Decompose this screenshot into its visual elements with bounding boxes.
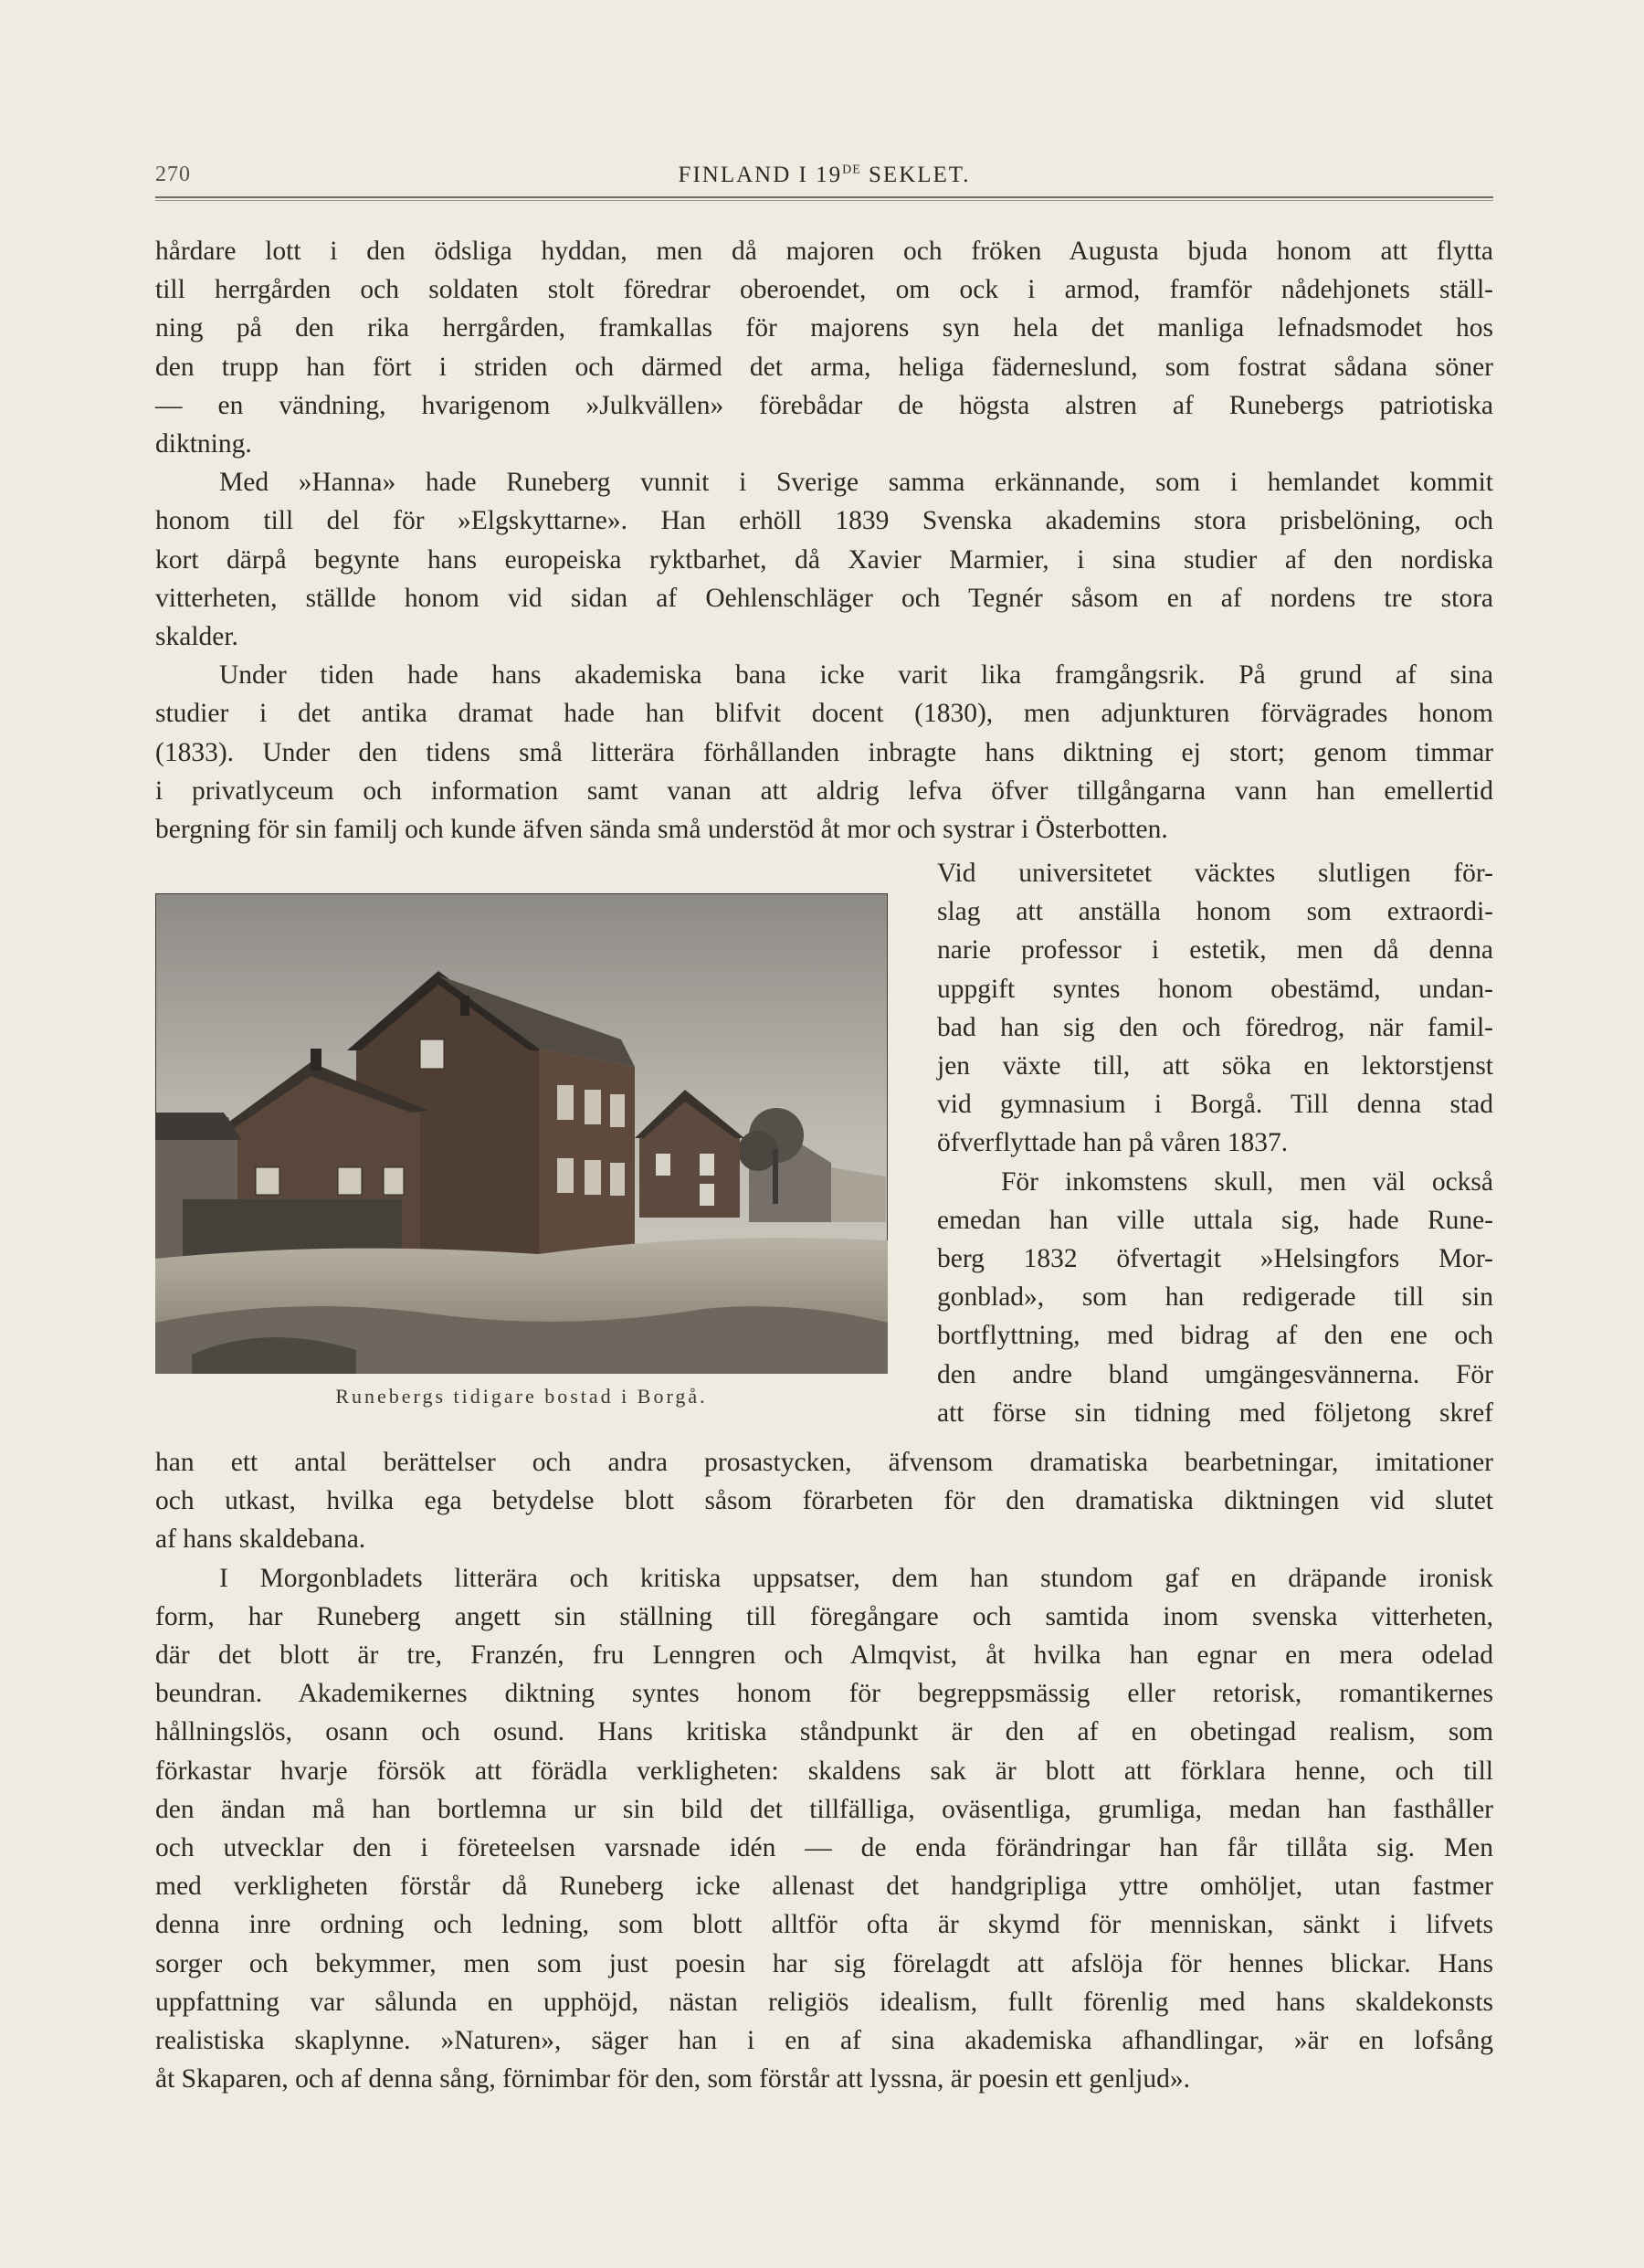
- text-line: förkastar hvarje försök att förädla verkligheten: skaldens sak är blott att förklara henne, och till: [155, 1756, 1493, 1786]
- text-line: öfverflyttade han på våren 1837.: [937, 1128, 1289, 1158]
- text-line: berg 1832 öfvertagit »Helsingfors Mor-: [937, 1244, 1493, 1273]
- text-line: jen växte till, att söka en lektorstjenst: [937, 1051, 1493, 1081]
- text-line: studier i det antika dramat hade han blifvit docent (1830), men adjunkturen förvägrades honom: [155, 699, 1493, 729]
- text-line: bortflyttning, med bidrag af den ene och: [937, 1321, 1493, 1351]
- text-line: bergning för sin familj och kunde äfven sända små understöd åt mor och systrar i Österbotten.: [155, 815, 1168, 844]
- text-line: realistiska skaplynne. »Naturen», säger han i en af sina akademiska afhandlingar, »är en lofsång: [155, 2026, 1493, 2055]
- text-line: gonblad», som han redigerade till sin: [937, 1282, 1493, 1313]
- text-line: till herrgården och soldaten stolt föredrar oberoendet, om ock i armod, framför nådehjonets ställ-: [155, 275, 1493, 305]
- text-line: sorger och bekymmer, men som just poesin har sig förelagdt att afslöja för hennes blickar. Hans: [155, 1948, 1493, 1978]
- text-line: där det blott är tre, Franzén, fru Lenngren och Almqvist, åt hvilka han egnar en mera odelad: [155, 1640, 1493, 1670]
- text-line: af hans skaldebana.: [155, 1524, 366, 1555]
- text-line: vid gymnasium i Borgå. Till denna stad: [937, 1090, 1493, 1120]
- text-line: ning på den rika herrgården, framkallas för majorens syn hela det manliga lefnadsmodet hos: [155, 313, 1493, 343]
- text-line: narie professor i estetik, men då denna: [937, 935, 1493, 965]
- text-line: form, har Runeberg angett sin ställning till föregångare och samtida inom svenska vitterheten,: [155, 1601, 1493, 1631]
- text-line: kort därpå begynte hans europeiska ryktbarhet, då Xavier Marmier, i sina studier af den nordiska: [155, 544, 1493, 575]
- text-line: denna inre ordning och ledning, som blott alltför ofta är skymd för menniskan, sänkt i lifvets: [155, 1910, 1493, 1940]
- running-title: [155, 163, 1493, 188]
- text-line: vitterheten, ställde honom vid sidan af Oehlenschläger och Tegnér såsom en af nordens tre stora: [155, 583, 1493, 613]
- text-line: den trupp han fört i striden och därmed det arma, heliga fäderneslund, som fostrat sådana söner: [155, 352, 1493, 382]
- text-line: emedan han ville uttala sig, hade Rune-: [937, 1205, 1493, 1235]
- running-title-text: FINLAND I 19: [678, 163, 843, 187]
- text-line: med verkligheten förstår då Runeberg icke allenast det handgripliga yttre omhöljet, utan fastmer: [155, 1872, 1493, 1902]
- header-rule: [155, 196, 1493, 201]
- illustration: [155, 893, 888, 1374]
- text-line: och utkast, hvilka ega betydelse blott såsom förarbeten för den dramatiska diktningen vid slutet: [155, 1486, 1493, 1516]
- text-line: (1833). Under den tidens små litterära förhållanden inbragte hans diktning ej stort; genom timmar: [155, 737, 1493, 767]
- text-line: I Morgonbladets litterära och kritiska uppsatser, dem han stundom gaf en dräpande ironisk: [219, 1563, 1493, 1593]
- running-title-sup: DE: [842, 163, 861, 177]
- text-line: Under tiden hade hans akademiska bana icke varit lika framgångsrik. På grund af sina: [219, 660, 1493, 691]
- page-header: [155, 163, 1493, 199]
- text-line: skalder.: [155, 622, 238, 651]
- text-line: beundran. Akademikernes diktning syntes honom för begreppsmässig eller retorisk, romantikernes: [155, 1679, 1493, 1709]
- text-line: För inkomstens skull, men väl också: [1001, 1166, 1493, 1197]
- text-line: uppfattning var sålunda en upphöjd, nästan religiös idealism, fullt förenlig med hans skaldekonsts: [155, 1987, 1493, 2017]
- text-line: den ändan må han bortlemna ur sin bild det tillfälliga, oväsentliga, grumliga, medan han fasthåller: [155, 1794, 1493, 1824]
- text-line: diktning.: [155, 429, 252, 459]
- text-line: bad han sig den och föredrog, när famil-: [937, 1012, 1493, 1042]
- text-line: att förse sin tidning med följetong skref: [937, 1398, 1493, 1428]
- text-line: slag att anställa honom som extraordi-: [937, 897, 1493, 927]
- text-line: hårdare lott i den ödsliga hyddan, men då majoren och fröken Augusta bjuda honom att flytta: [155, 237, 1493, 266]
- page-number: 270: [155, 163, 191, 186]
- text-line: uppgift syntes honom obestämd, undan-: [937, 974, 1493, 1004]
- text-line: Med »Hanna» hade Runeberg vunnit i Sverige samma erkännande, som i hemlandet kommit: [219, 468, 1493, 498]
- text-line: — en vändning, hvarigenom »Julkvällen» förebådar de högsta alstren af Runebergs patriotiska: [155, 390, 1493, 420]
- text-line: han ett antal berättelser och andra prosastycken, äfvensom dramatiska bearbetningar, imitationer: [155, 1448, 1493, 1477]
- text-line: honom till del för »Elgskyttarne». Han erhöll 1839 Svenska akademins stora prisbelöning, och: [155, 506, 1493, 536]
- text-line: i privatlyceum och information samt vanan att aldrig lefva öfver tillgångarna vann han emellertid: [155, 775, 1493, 806]
- house-illustration: [155, 893, 888, 1374]
- text-line: hållningslös, osann och osund. Hans kritiska ståndpunkt är den af en obetingad realism, som: [155, 1717, 1493, 1747]
- running-title-end: SEKLET.: [860, 163, 971, 187]
- text-line: och utvecklar den i företeelsen varsnade idén — de enda förändringar han får tillåta sig. Men: [155, 1833, 1493, 1862]
- text-line: Vid universitetet väcktes slutligen för-: [937, 859, 1493, 888]
- figure-caption: Runebergs tidigare bostad i Borgå.: [335, 1385, 708, 1408]
- text-line: åt Skaparen, och af denna sång, förnimbar för den, som förstår att lyssna, är poesin ett genljud».: [155, 2064, 1190, 2094]
- text-line: den andre bland umgängesvännerna. För: [937, 1359, 1493, 1389]
